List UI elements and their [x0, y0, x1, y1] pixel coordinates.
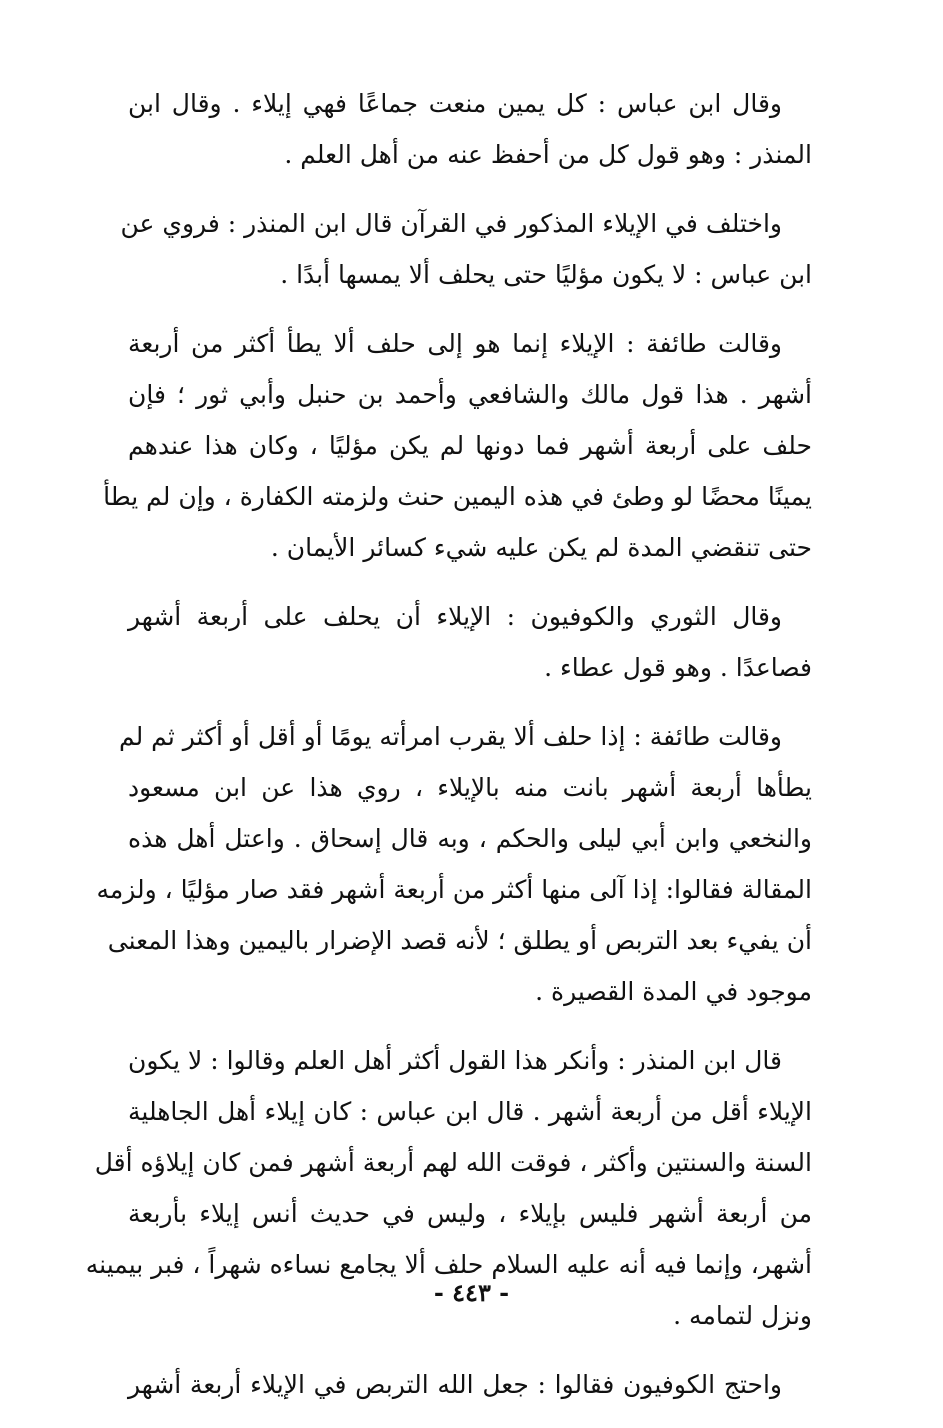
text-line: وقال ابن عباس : كل يمين منعت جماعًا فهي إيلاء . وقال ابن	[128, 89, 782, 118]
paragraph	[103, 318, 812, 573]
text-line: أشهر، وإنما فيه أنه عليه السلام حلف ألا يجامع نساءه شهراً ، فبر بيمينه	[85, 1250, 812, 1279]
text-line: واختلف في الإيلاء المذكور في القرآن قال ابن المنذر : فروي عن	[120, 209, 782, 238]
text-line: حتى تنقضي المدة لم يكن عليه شيء كسائر الأيمان .	[270, 533, 812, 562]
document-page	[85, 78, 812, 1428]
paragraph	[120, 198, 812, 300]
text-line: موجود في المدة القصيرة .	[535, 977, 812, 1006]
text-line: يطأها أربعة أشهر بانت منه بالإيلاء ، روي هذا عن ابن مسعود	[128, 773, 812, 802]
paragraph	[128, 1359, 812, 1410]
paragraph	[96, 711, 812, 1017]
text-line: وقال الثوري والكوفيون : الإيلاء أن يحلف على أربعة أشهر	[128, 602, 782, 631]
text-line: يمينًا محضًا لو وطئ في هذه اليمين حنث ولزمته الكفارة ، وإن لم يطأ	[103, 482, 812, 511]
text-line: السنة والسنتين وأكثر ، فوقت الله لهم أربعة أشهر فمن كان إيلاؤه أقل	[94, 1148, 812, 1177]
text-line: أشهر . هذا قول مالك والشافعي وأحمد بن حنبل وأبي ثور ؛ فإن	[128, 380, 812, 409]
text-line: فصاعدًا . وهو قول عطاء .	[544, 653, 812, 682]
text-line: وقالت طائفة : إذا حلف ألا يقرب امرأته يومًا أو أقل أو أكثر ثم لم	[118, 722, 782, 751]
text-line: المنذر : وهو قول كل من أحفظ عنه من أهل العلم .	[284, 140, 812, 169]
text-line: حلف على أربعة أشهر فما دونها لم يكن مؤليًا ، وكان هذا عندهم	[128, 431, 812, 460]
text-line: واحتج الكوفيون فقالوا : جعل الله التربص في الإيلاء أربعة أشهر	[128, 1370, 782, 1399]
text-line: ابن عباس : لا يكون مؤليًا حتى يحلف ألا يمسها أبدًا .	[280, 260, 812, 289]
text-line: المقالة فقالوا: إذا آلى منها أكثر من أربعة أشهر فقد صار مؤليًا ، ولزمه	[96, 875, 812, 904]
text-line: ونزل لتمامه .	[673, 1301, 812, 1330]
text-line: والنخعي وابن أبي ليلى والحكم ، وبه قال إسحاق . واعتل أهل هذه	[128, 824, 812, 853]
text-line: قال ابن المنذر : وأنكر هذا القول أكثر أهل العلم وقالوا : لا يكون	[128, 1046, 782, 1075]
paragraph	[128, 78, 812, 180]
text-line: الإيلاء أقل من أربعة أشهر . قال ابن عباس : كان إيلاء أهل الجاهلية	[128, 1097, 812, 1126]
text-line: من أربعة أشهر فليس بإيلاء ، وليس في حديث أنس إيلاء بأربعة	[128, 1199, 812, 1228]
paragraph	[128, 591, 812, 693]
text-line: وقالت طائفة : الإيلاء إنما هو إلى حلف ألا يطأ أكثر من أربعة	[128, 329, 782, 358]
text-line: أن يفيء بعد التربص أو يطلق ؛ لأنه قصد الإضرار باليمين وهذا المعنى	[107, 926, 812, 955]
page-number: - ٤٤٣ -	[433, 1278, 510, 1307]
